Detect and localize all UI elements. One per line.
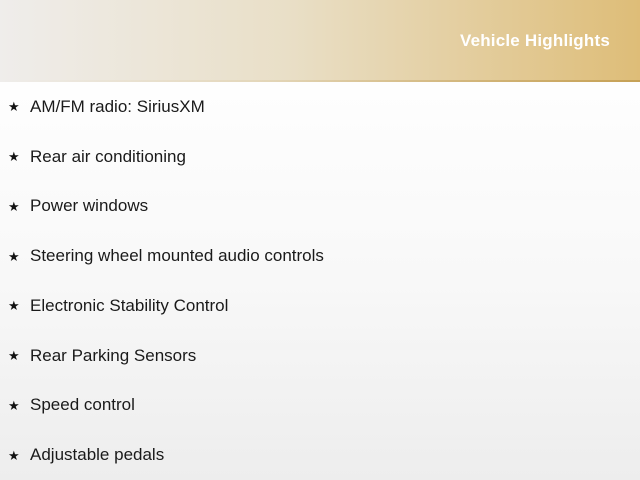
features-list	[0, 82, 640, 480]
star-icon: ★	[8, 149, 20, 165]
feature-item	[0, 381, 640, 431]
feature-label: AM/FM radio: SiriusXM	[30, 96, 205, 116]
feature-item	[0, 82, 640, 132]
feature-item	[0, 430, 640, 480]
star-icon: ★	[8, 298, 20, 314]
panel-header	[0, 0, 640, 82]
feature-label: Power windows	[30, 196, 149, 216]
feature-label: Adjustable pedals	[30, 445, 165, 465]
feature-label: Steering wheel mounted audio controls	[30, 246, 324, 266]
star-icon: ★	[8, 447, 20, 463]
feature-item	[0, 281, 640, 331]
star-icon: ★	[8, 348, 20, 364]
feature-label: Rear Parking Sensors	[30, 345, 197, 365]
star-icon: ★	[8, 198, 20, 214]
feature-label: Rear air conditioning	[30, 146, 186, 166]
star-icon: ★	[8, 99, 20, 115]
feature-label: Electronic Stability Control	[30, 295, 229, 315]
feature-item	[0, 331, 640, 381]
star-icon: ★	[8, 397, 20, 413]
panel-title: Vehicle Highlights	[459, 31, 610, 50]
star-icon: ★	[8, 248, 20, 264]
feature-label: Speed control	[30, 395, 135, 415]
feature-item	[0, 182, 640, 232]
feature-item	[0, 231, 640, 281]
feature-item	[0, 132, 640, 182]
